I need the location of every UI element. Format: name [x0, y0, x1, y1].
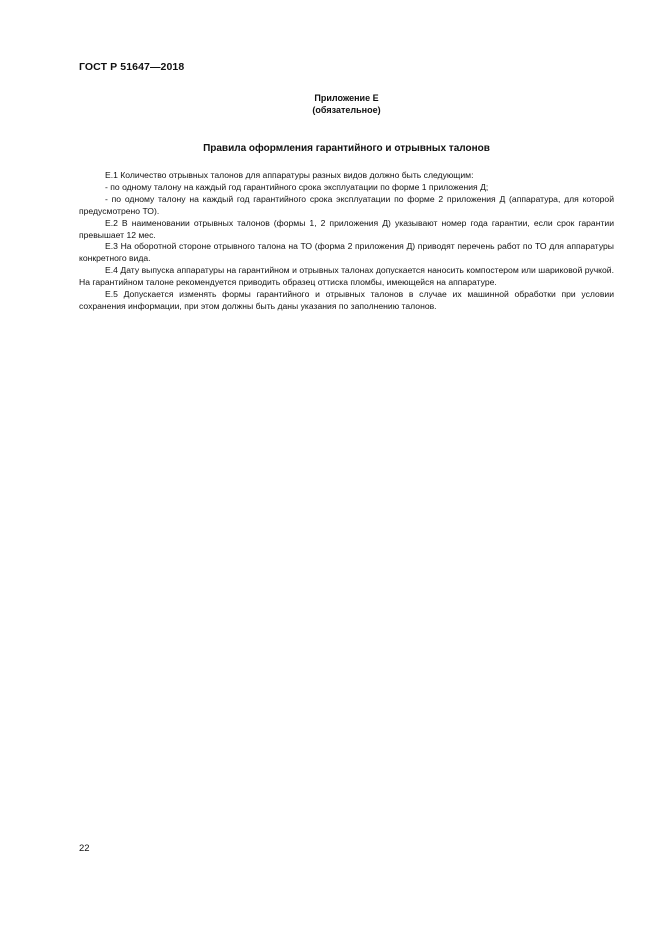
paragraph-e1: Е.1 Количество отрывных талонов для аппаратуры разных видов должно быть следующим:	[105, 170, 474, 180]
annex-label: Приложение Е	[314, 93, 379, 103]
paragraph-e2: Е.2 В наименовании отрывных талонов (формы 1, 2 приложения Д) указывают номер года гарантии, если срок гарантии превышает 12 мес.	[79, 217, 614, 240]
annex-title: Правила оформления гарантийного и отрывных талонов	[203, 143, 490, 154]
document-code: ГОСТ Р 51647—2018	[79, 61, 185, 73]
annex-heading	[79, 93, 614, 116]
paragraph-e1-item-2: - по одному талону на каждый год гарантийного срока эксплуатации по форме 2 приложения Д (аппаратура, для которой предусмотрено ТО).	[79, 193, 614, 216]
page-number: 22	[79, 843, 90, 854]
paragraph-e3: Е.3 На оборотной стороне отрывного талона на ТО (форма 2 приложения Д) приводят перечень работ по ТО для аппаратуры конкретного вида.	[79, 241, 614, 264]
paragraph-e1-item-1: - по одному талону на каждый год гарантийного срока эксплуатации по форме 1 приложения Д;	[105, 181, 489, 192]
paragraph-e4: Е.4 Дату выпуска аппаратуры на гарантийном и отрывных талонах допускается наносить компостером или шариковой ручкой. На гарантийном талоне рекомендуется приводить образец оттиска пломбы, имеющейся на аппаратуре.	[79, 265, 614, 288]
paragraph-e5: Е.5 Допускается изменять формы гарантийного и отрывных талонов в случае их машинной обработки при условии сохранения информации, при этом должны быть даны указания по заполнению талонов.	[79, 289, 614, 311]
annex-body	[79, 170, 614, 313]
annex-status: (обязательное)	[312, 104, 381, 115]
